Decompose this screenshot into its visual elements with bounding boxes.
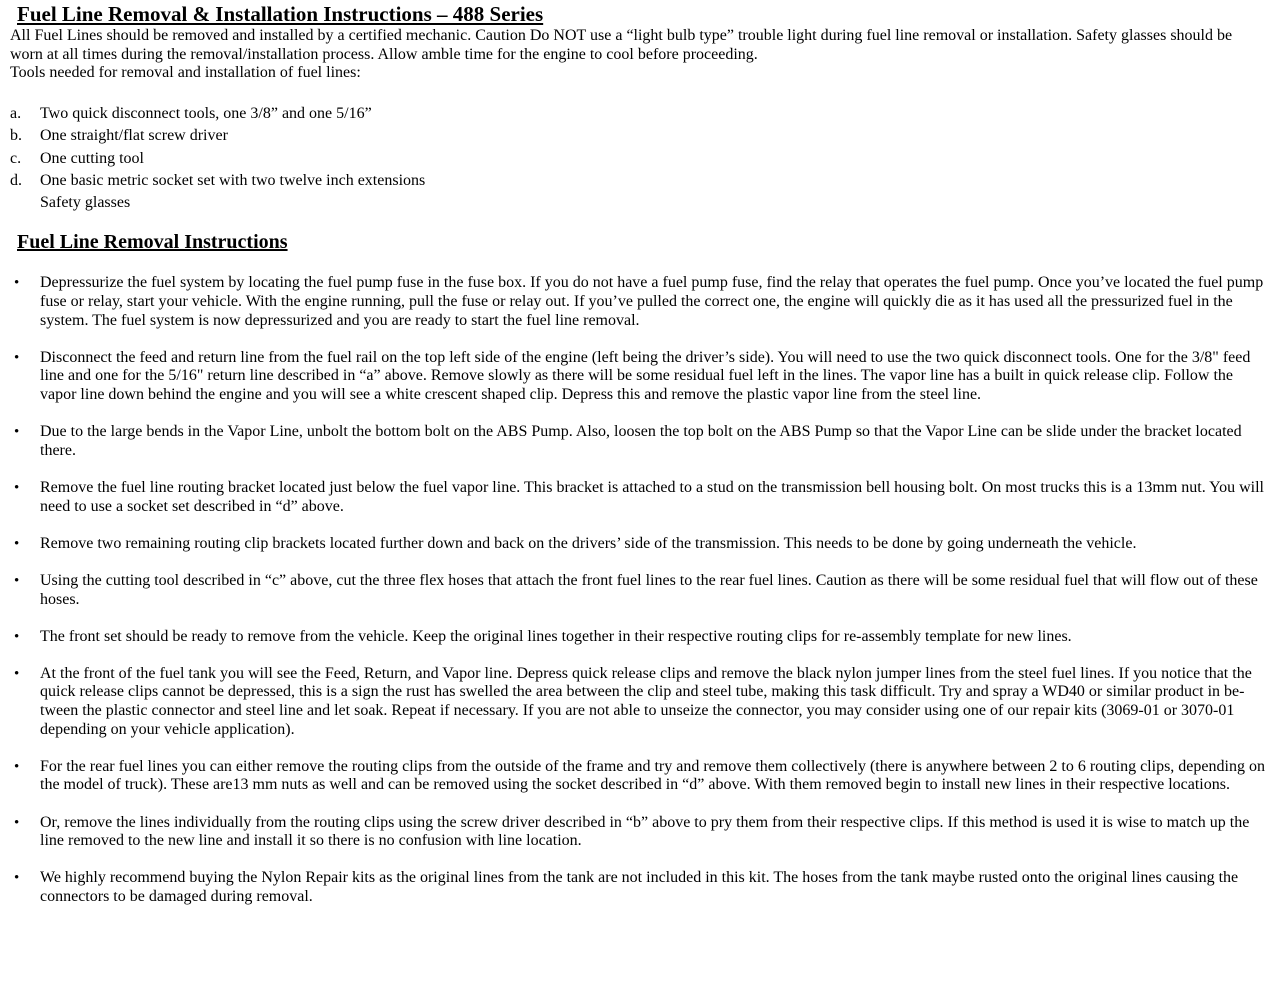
step-text: Disconnect the feed and return line from the fuel rail on the top left side of the engine (left being the driver’s side). You will need to use the two quick disconnect tools. One for the 3/8" feed line and one for the 5/16" return line described in “a” above. Remove slowly as there will be some residual fuel left in the lines. The vapor line has a built in quick release clip. Follow the vapor line down behind the engine and you will see a white crescent shaped clip. Depress this and remove the plastic vapor line from the steel line.	[40, 348, 1251, 403]
step-text: Remove two remaining routing clip brackets located further down and back on the drivers’ side of the transmission. This needs to be done by going underneath the vehicle.	[40, 534, 1137, 552]
bullet-item	[10, 479, 1267, 516]
list-item	[10, 103, 1267, 125]
bullet-icon: •	[14, 572, 20, 589]
intro-paragraph: All Fuel Lines should be removed and installed by a certified mechanic. Caution Do NOT use a “light bulb type” trouble light during fuel line removal or installation. Safety glasses should be worn at all times during the removal/installation process. Allow amble time for the engine to cool before proceeding.	[10, 27, 1233, 63]
step-text: The front set should be ready to remove from the vehicle. Keep the original lines together in their respective routing clips for re-assembly template for new lines.	[40, 627, 1072, 645]
list-item-text: One cutting tool	[40, 149, 144, 167]
list-item-continuation: Safety glasses	[40, 194, 131, 212]
bullet-item	[10, 665, 1267, 739]
bullet-item	[10, 814, 1267, 851]
list-marker: b.	[10, 127, 22, 145]
bullet-icon: •	[14, 870, 20, 887]
step-text: Remove the fuel line routing bracket located just below the fuel vapor line. This bracket is attached to a stud on the transmission bell housing bolt. On most trucks this is a 13mm nut. You will need to use a socket set described in “d” above.	[40, 478, 1264, 515]
bullet-item	[10, 274, 1267, 330]
list-item-text: Two quick disconnect tools, one 3/8” and one 5/16”	[40, 104, 372, 122]
list-marker: d.	[10, 172, 22, 189]
list-item-text: One straight/flat screw driver	[40, 127, 228, 145]
bullet-icon: •	[14, 275, 20, 292]
bullet-icon: •	[14, 479, 20, 496]
bullet-icon: •	[14, 424, 20, 441]
page-title: Fuel Line Removal & Installation Instructions – 488 Series	[17, 2, 544, 26]
step-text: At the front of the fuel tank you will see the Feed, Return, and Vapor line. Depress quick release clips and remove the black nylon jumper lines from the steel fuel lines. If you notice that the quick release clips cannot be depressed, this is a sign the rust has swelled the area between the clip and steel tube, making this task difficult. Try and spray a WD40 or similar product in be-tween the plastic connector and steel line and let soak. Repeat if necessary. If you are not able to unseize the connector, you may consider using one of our repair kits (3069-01 or 3070-01 depending on your vehicle application).	[40, 664, 1252, 738]
bullet-item	[10, 349, 1267, 405]
bullet-icon: •	[14, 535, 20, 552]
bullet-item	[10, 535, 1267, 554]
list-item	[10, 125, 1267, 147]
step-text: Or, remove the lines individually from the routing clips using the screw driver described in “b” above to pry them from their respective clips. If this method is used it is wise to match up the line removed to the new line and install it so there is no confusion with line location.	[40, 813, 1250, 850]
list-item	[10, 148, 1267, 170]
step-text: For the rear fuel lines you can either remove the routing clips from the outside of the frame and try and remove them collectively (there is anywhere between 2 to 6 routing clips, depending on the model of truck). These are13 mm nuts as well and can be removed using the socket described in “d” above. With them removed begin to install new lines in their respective locations.	[40, 757, 1265, 794]
bullet-item	[10, 572, 1267, 609]
step-text: Using the cutting tool described in “c” above, cut the three flex hoses that attach the front fuel lines to the rear fuel lines. Caution as there will be some residual fuel that will flow out of these hoses.	[40, 571, 1258, 608]
bullet-item	[10, 758, 1267, 795]
step-text: We highly recommend buying the Nylon Repair kits as the original lines from the tank are not included in this kit. The hoses from the tank maybe rusted onto the original lines causing the connectors to be damaged during removal.	[40, 869, 1239, 905]
bullet-icon: •	[14, 665, 20, 682]
bullet-icon: •	[14, 758, 20, 775]
bullet-icon: •	[14, 349, 20, 366]
bullet-item	[10, 869, 1267, 906]
bullet-item	[10, 628, 1267, 647]
bullet-item	[10, 423, 1267, 460]
list-marker: a.	[10, 104, 22, 122]
tools-intro: Tools needed for removal and installation of fuel lines:	[10, 64, 361, 82]
step-text: Depressurize the fuel system by locating the fuel pump fuse in the fuse box. If you do not have a fuel pump fuse, find the relay that operates the fuel pump. Once you’ve located the fuel pump fuse or relay, start your vehicle. With the engine running, pull the fuse or relay out. If you’ve pulled the correct one, the engine will quickly die as it has used all the pressurized fuel in the system. The fuel system is now depressurized and you are ready to start the fuel line removal.	[40, 274, 1264, 329]
list-marker: c.	[10, 149, 22, 167]
tools-list	[10, 103, 1267, 214]
bullet-icon: •	[14, 814, 20, 831]
list-item	[10, 170, 1267, 192]
steps-list	[10, 274, 1267, 906]
list-item-text: One basic metric socket set with two twelve inch extensions	[40, 172, 426, 189]
step-text: Due to the large bends in the Vapor Line, unbolt the bottom bolt on the ABS Pump. Also, loosen the top bolt on the ABS Pump so that the Vapor Line can be slide under the bracket located there.	[40, 423, 1242, 459]
section-heading: Fuel Line Removal Instructions	[17, 231, 288, 254]
bullet-icon: •	[14, 628, 20, 645]
